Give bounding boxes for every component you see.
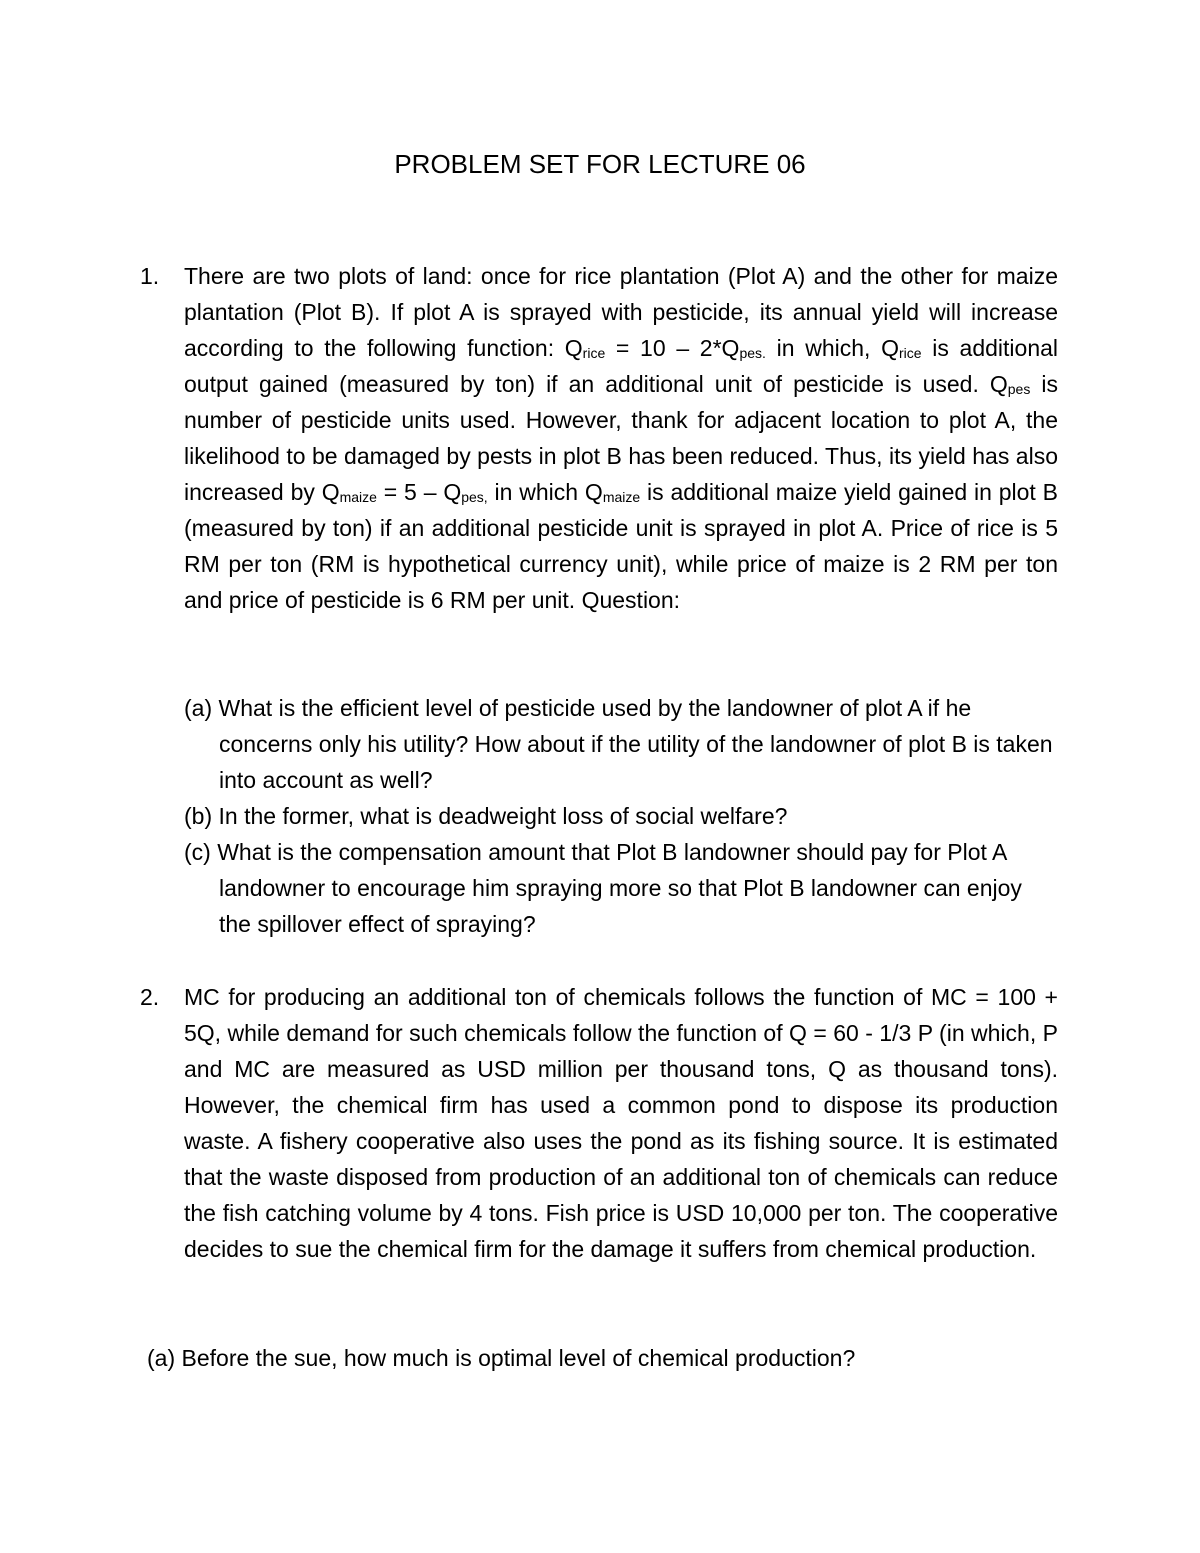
q1-text-part: = 10 – 2*Q bbox=[605, 335, 740, 361]
sub-label: (b) bbox=[184, 803, 213, 829]
q1-text-part: = 5 – Q bbox=[376, 479, 462, 505]
question-1-text bbox=[184, 258, 1058, 618]
sub-label: (c) bbox=[184, 839, 211, 865]
question-2a bbox=[147, 1340, 1027, 1376]
question-2-text: MC for producing an additional ton of chemicals follows the function of MC = 100 + 5Q, while demand for such chemicals follow the function of Q = 60 - 1/3 P (in which, P and MC are measured as USD million per thousand tons, Q as thousand tons). However, the chemical firm has used a common pond to dispose its production waste. A fishery cooperative also uses the pond as its fishing source. It is estimated that the waste disposed from production of an additional ton of chemicals can reduce the fish catching volume by 4 tons. Fish price is USD 10,000 per ton. The cooperative decides to sue the chemical firm for the damage it suffers from chemical production. bbox=[184, 984, 1058, 1262]
question-2-number: 2. bbox=[140, 984, 160, 1010]
sub-label: (a) bbox=[184, 695, 213, 721]
sub-text: What is the compensation amount that Plot B landowner should pay for Plot A landowner to encourage him spraying more so that Plot B landowner can enjoy the spillover effect of spraying? bbox=[217, 839, 1022, 937]
q1-text-part: in which Q bbox=[487, 479, 603, 505]
q1-text-part: in which, Q bbox=[765, 335, 899, 361]
question-1b bbox=[184, 798, 1058, 834]
subscript-pes: pes, bbox=[461, 489, 488, 505]
sub-text: In the former, what is deadweight loss of social welfare? bbox=[218, 803, 788, 829]
question-1-number: 1. bbox=[140, 263, 160, 289]
subscript-maize: maize bbox=[339, 489, 377, 505]
sub-text: Before the sue, how much is optimal level of chemical production? bbox=[181, 1345, 856, 1371]
sub-text: What is the efficient level of pesticide used by the landowner of plot A if he concerns only his utility? How about if the utility of the landowner of plot B is taken into account as well? bbox=[218, 695, 1053, 793]
q1-text-part: is number of pesticide units used. However, thank for adjacent location to plot A, the likelihood to be damaged by pests in plot B has been reduced. Thus, its yield has also increased by Q bbox=[184, 371, 1058, 505]
subscript-rice: rice bbox=[582, 345, 606, 361]
subscript-maize: maize bbox=[602, 489, 641, 505]
page-title: PROBLEM SET FOR LECTURE 06 bbox=[394, 149, 806, 179]
subscript-pes: pes. bbox=[739, 345, 766, 361]
sub-label: (a) bbox=[147, 1345, 176, 1371]
subscript-rice: rice bbox=[898, 345, 922, 361]
q1-text-part: There are two plots of land: once for rice plantation (Plot A) and the other for maize plantation (Plot B). If plot A is sprayed with pesticide, its annual yield will increase according to the following function: Q bbox=[184, 263, 1058, 361]
q1-text-part: is additional maize yield gained in plot B (measured by ton) if an additional pesticide unit is sprayed in plot A. Price of rice is 5 RM per ton (RM is hypothetical currency unit), while price of maize is 2 RM per ton and price of pesticide is 6 RM per unit. Question: bbox=[184, 479, 1059, 613]
subscript-pes: pes bbox=[1007, 381, 1031, 397]
question-1c bbox=[184, 834, 1058, 942]
question-1a bbox=[184, 690, 1058, 798]
q1-text-part: is additional output gained (measured by ton) if an additional unit of pesticide is used. Q bbox=[184, 335, 1059, 397]
